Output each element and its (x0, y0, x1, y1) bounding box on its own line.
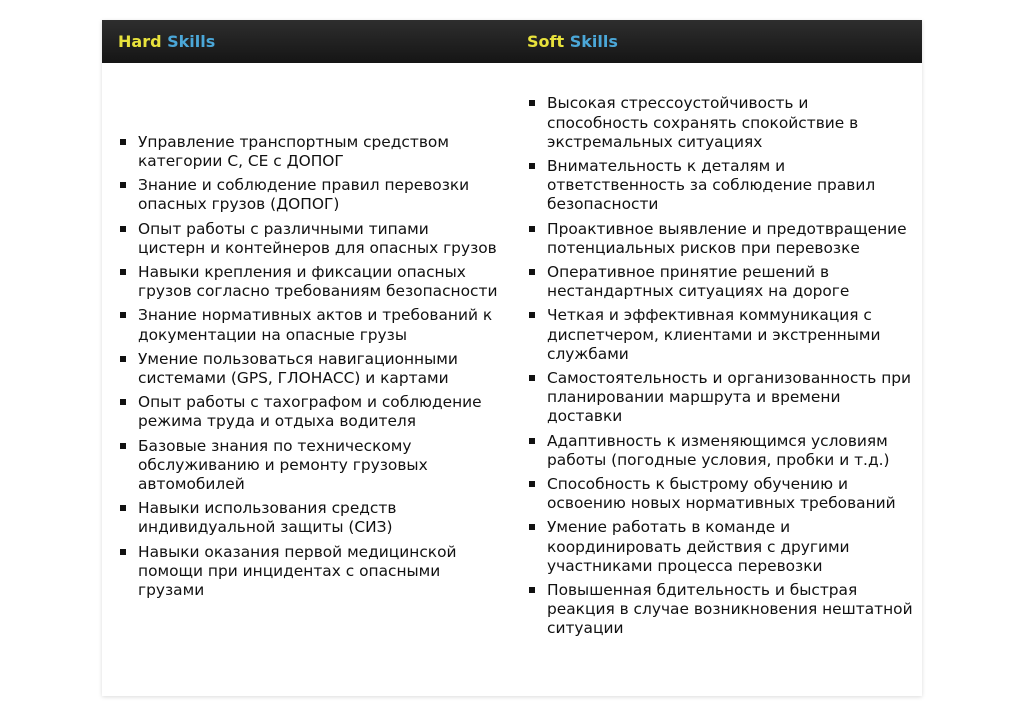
hard-skill-item: Базовые знания по техническому обслуживанию и ремонту грузовых автомобилей (120, 437, 500, 495)
soft-skill-item: Самостоятельность и организованность при планировании маршрута и времени доставки (529, 369, 914, 427)
soft-skills-column (529, 63, 914, 696)
soft-skill-item: Внимательность к деталям и ответственность за соблюдение правил безопасности (529, 157, 914, 215)
soft-skills-title-word2: Skills (569, 32, 618, 51)
soft-skills-list (529, 94, 914, 638)
soft-skill-item: Четкая и эффективная коммуникация с диспетчером, клиентами и экстренными службами (529, 306, 914, 364)
soft-skills-title (527, 32, 618, 51)
hard-skills-title-word2: Skills (167, 32, 216, 51)
hard-skills-title-word1: Hard (118, 32, 162, 51)
hard-skill-item: Умение пользоваться навигационными системами (GPS, ГЛОНАСС) и картами (120, 350, 500, 388)
soft-skill-item: Способность к быстрому обучению и освоению новых нормативных требований (529, 475, 914, 513)
hard-skills-list (120, 133, 500, 600)
hard-skill-item: Управление транспортным средством категории C, CE с ДОПОГ (120, 133, 500, 171)
hard-skills-title (118, 32, 215, 51)
soft-skill-item: Высокая стрессоустойчивость и способность сохранять спокойствие в экстремальных ситуациях (529, 94, 914, 152)
hard-skill-item: Навыки использования средств индивидуальной защиты (СИЗ) (120, 499, 500, 537)
hard-skill-item: Знание нормативных актов и требований к документации на опасные грузы (120, 306, 500, 344)
skills-header (102, 20, 922, 63)
hard-skill-item: Навыки крепления и фиксации опасных грузов согласно требованиям безопасности (120, 263, 500, 301)
soft-skills-title-word1: Soft (527, 32, 565, 51)
hard-skill-item: Навыки оказания первой медицинской помощи при инцидентах с опасными грузами (120, 543, 500, 601)
hard-skill-item: Опыт работы с различными типами цистерн и контейнеров для опасных грузов (120, 220, 500, 258)
soft-skill-item: Умение работать в команде и координировать действия с другими участниками процесса перевозки (529, 518, 914, 576)
hard-skill-item: Опыт работы с тахографом и соблюдение режима труда и отдыха водителя (120, 393, 500, 431)
soft-skill-item: Оперативное принятие решений в нестандартных ситуациях на дороге (529, 263, 914, 301)
skills-card (102, 20, 922, 696)
soft-skill-item: Повышенная бдительность и быстрая реакция в случае возникновения нештатной ситуации (529, 581, 914, 639)
hard-skill-item: Знание и соблюдение правил перевозки опасных грузов (ДОПОГ) (120, 176, 500, 214)
hard-skills-column (120, 63, 500, 696)
soft-skill-item: Адаптивность к изменяющимся условиям работы (погодные условия, пробки и т.д.) (529, 432, 914, 470)
soft-skill-item: Проактивное выявление и предотвращение потенциальных рисков при перевозке (529, 220, 914, 258)
